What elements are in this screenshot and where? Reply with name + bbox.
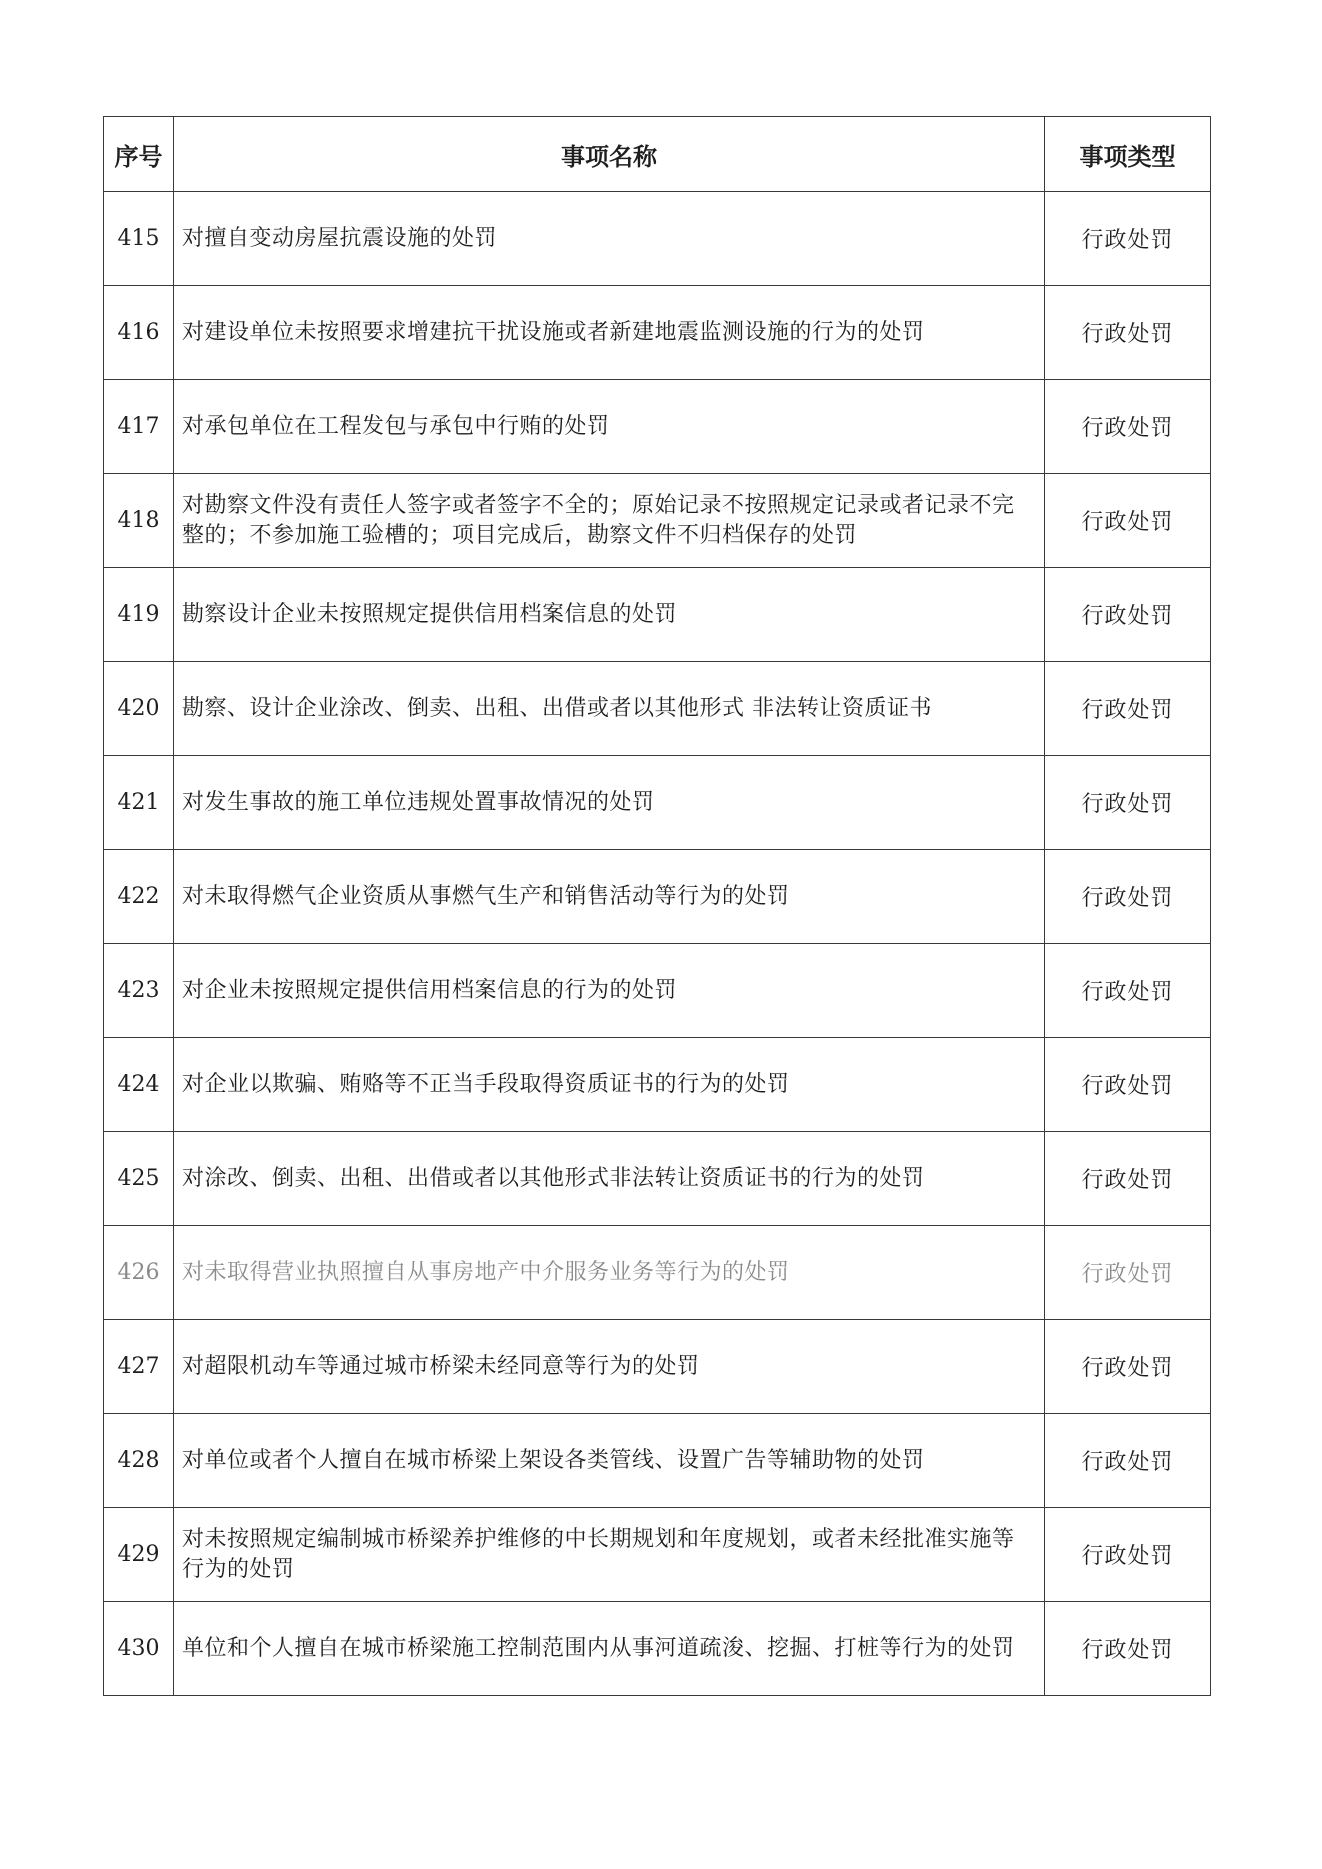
matter-type: 行政处罚: [1045, 944, 1211, 1038]
matter-name: 对涂改、倒卖、出租、出借或者以其他形式非法转让资质证书的行为的处罚: [174, 1132, 1045, 1226]
matter-type: 行政处罚: [1045, 568, 1211, 662]
row-number: 421: [104, 756, 174, 850]
matter-type: 行政处罚: [1045, 380, 1211, 474]
matter-name: 对单位或者个人擅自在城市桥梁上架设各类管线、设置广告等辅助物的处罚: [174, 1414, 1045, 1508]
row-number: 430: [104, 1602, 174, 1696]
row-number: 420: [104, 662, 174, 756]
matter-name: 对建设单位未按照要求增建抗干扰设施或者新建地震监测设施的行为的处罚: [174, 286, 1045, 380]
row-number: 418: [104, 474, 174, 568]
row-number: 429: [104, 1508, 174, 1602]
row-number: 423: [104, 944, 174, 1038]
matter-type: 行政处罚: [1045, 662, 1211, 756]
table-row: [104, 568, 1211, 662]
table-row: [104, 850, 1211, 944]
table-row: [104, 1038, 1211, 1132]
table-row: [104, 192, 1211, 286]
matter-type: 行政处罚: [1045, 192, 1211, 286]
matter-type: 行政处罚: [1045, 850, 1211, 944]
matter-name: 对承包单位在工程发包与承包中行贿的处罚: [174, 380, 1045, 474]
table-row: [104, 944, 1211, 1038]
table-row: [104, 1320, 1211, 1414]
table-row: [104, 1132, 1211, 1226]
row-number: 417: [104, 380, 174, 474]
table-header-row: [104, 117, 1211, 192]
header-type: 事项类型: [1045, 117, 1211, 192]
table-row: [104, 1226, 1211, 1320]
table-row: [104, 1602, 1211, 1696]
matter-type: 行政处罚: [1045, 1602, 1211, 1696]
row-number: 428: [104, 1414, 174, 1508]
matter-type: 行政处罚: [1045, 286, 1211, 380]
matter-type: 行政处罚: [1045, 1414, 1211, 1508]
matter-type: 行政处罚: [1045, 1508, 1211, 1602]
matter-type: 行政处罚: [1045, 1132, 1211, 1226]
header-name: 事项名称: [174, 117, 1045, 192]
matter-name: 对企业以欺骗、贿赂等不正当手段取得资质证书的行为的处罚: [174, 1038, 1045, 1132]
row-number: 427: [104, 1320, 174, 1414]
matter-type: 行政处罚: [1045, 1038, 1211, 1132]
matters-table: [103, 116, 1211, 1696]
matter-name: 对未取得燃气企业资质从事燃气生产和销售活动等行为的处罚: [174, 850, 1045, 944]
matter-name: 单位和个人擅自在城市桥梁施工控制范围内从事河道疏浚、挖掘、打桩等行为的处罚: [174, 1602, 1045, 1696]
matter-name: 对超限机动车等通过城市桥梁未经同意等行为的处罚: [174, 1320, 1045, 1414]
matter-name: 对发生事故的施工单位违规处置事故情况的处罚: [174, 756, 1045, 850]
row-number: 416: [104, 286, 174, 380]
header-no: 序号: [104, 117, 174, 192]
matter-type: 行政处罚: [1045, 1320, 1211, 1414]
matter-name: 对企业未按照规定提供信用档案信息的行为的处罚: [174, 944, 1045, 1038]
matter-name: 勘察设计企业未按照规定提供信用档案信息的处罚: [174, 568, 1045, 662]
table-row: [104, 474, 1211, 568]
table-row: [104, 286, 1211, 380]
row-number: 415: [104, 192, 174, 286]
table-row: [104, 1508, 1211, 1602]
table-row: [104, 662, 1211, 756]
matter-type: 行政处罚: [1045, 1226, 1211, 1320]
row-number: 426: [104, 1226, 174, 1320]
matter-name: 勘察、设计企业涂改、倒卖、出租、出借或者以其他形式 非法转让资质证书: [174, 662, 1045, 756]
table-row: [104, 380, 1211, 474]
table-row: [104, 756, 1211, 850]
row-number: 422: [104, 850, 174, 944]
matter-type: 行政处罚: [1045, 756, 1211, 850]
table-row: [104, 1414, 1211, 1508]
row-number: 424: [104, 1038, 174, 1132]
matter-name: 对未取得营业执照擅自从事房地产中介服务业务等行为的处罚: [174, 1226, 1045, 1320]
matter-name: 对擅自变动房屋抗震设施的处罚: [174, 192, 1045, 286]
matter-type: 行政处罚: [1045, 474, 1211, 568]
row-number: 425: [104, 1132, 174, 1226]
matter-name: 对勘察文件没有责任人签字或者签字不全的；原始记录不按照规定记录或者记录不完整的；不参加施工验槽的；项目完成后，勘察文件不归档保存的处罚: [174, 474, 1045, 568]
row-number: 419: [104, 568, 174, 662]
matter-name: 对未按照规定编制城市桥梁养护维修的中长期规划和年度规划，或者未经批准实施等行为的处罚: [174, 1508, 1045, 1602]
